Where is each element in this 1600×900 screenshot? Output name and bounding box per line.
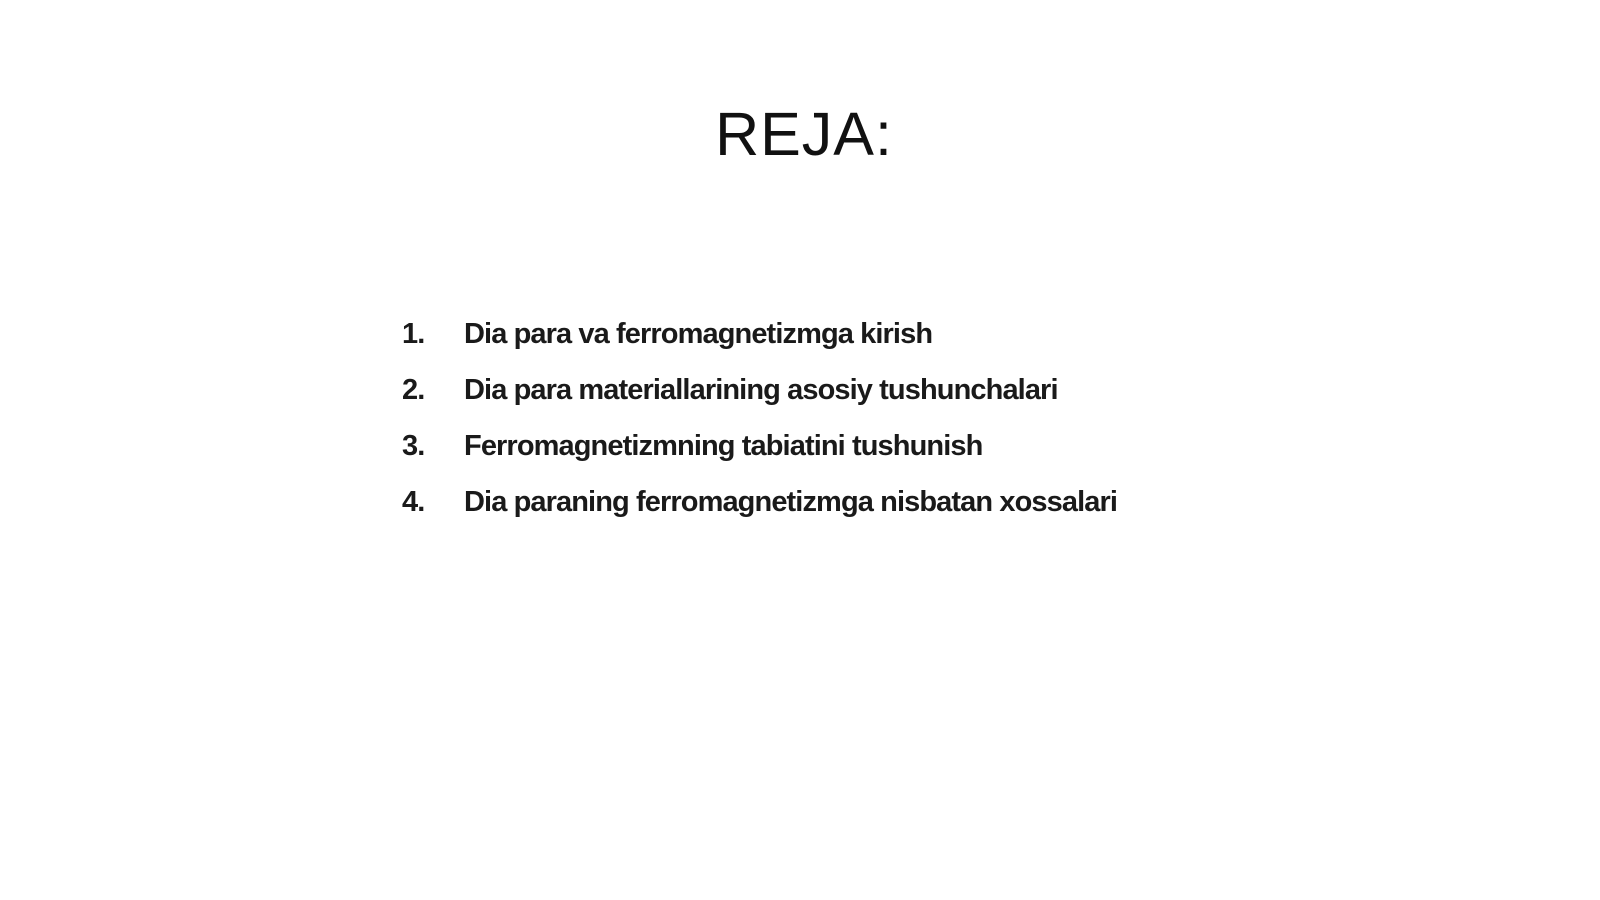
plan-item-text: Ferromagnetizmning tabiatini tushunish	[464, 430, 983, 462]
plan-item-text: Dia para va ferromagnetizmga kirish	[464, 318, 933, 350]
plan-item-number: 2.	[402, 374, 425, 406]
plan-item-text: Dia paraning ferromagnetizmga nisbatan xossalari	[464, 486, 1117, 518]
plan-item-text: Dia para materiallarining asosiy tushunchalari	[464, 374, 1058, 406]
plan-item-2	[402, 374, 1117, 430]
plan-item-4	[402, 486, 1117, 542]
plan-list	[402, 318, 1117, 542]
plan-item-1	[402, 318, 1117, 374]
plan-item-number: 1.	[402, 318, 425, 350]
plan-item-3	[402, 430, 1117, 486]
plan-item-number: 3.	[402, 430, 425, 462]
plan-item-number: 4.	[402, 486, 425, 518]
slide-title: REJA:	[715, 100, 893, 168]
